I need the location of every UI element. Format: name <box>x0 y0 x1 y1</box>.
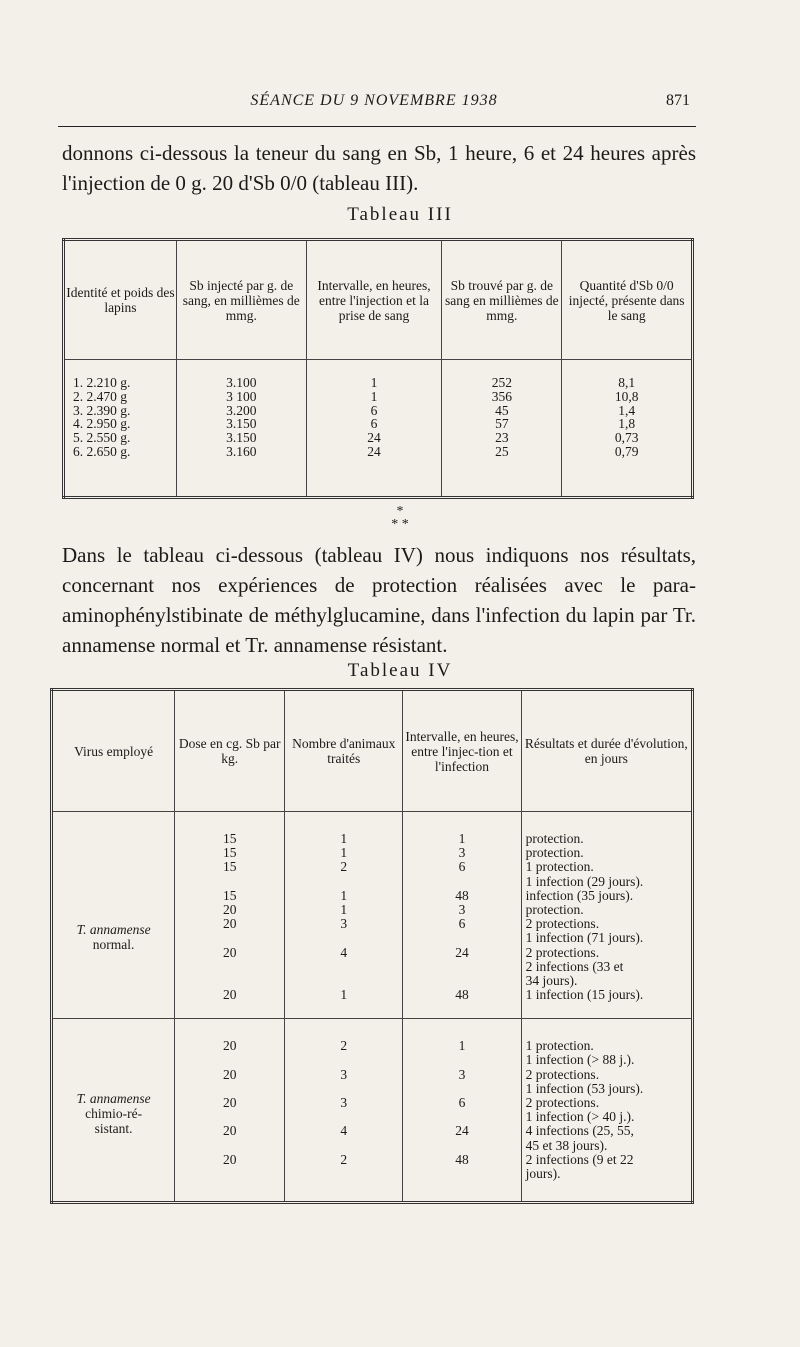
table3-cell: 6 <box>370 416 378 432</box>
result-cell: 1 protection. <box>525 859 594 875</box>
table3-cell: 8,1 <box>618 375 636 390</box>
result-cell: 2 protections. <box>525 944 600 960</box>
interval-cell: 3 <box>458 901 466 917</box>
interval-cell: 3 <box>458 845 466 861</box>
number-cell <box>285 931 402 945</box>
table4-g2-dose-col <box>175 1019 285 1203</box>
interval-cell: 3 <box>458 1066 466 1082</box>
interval-cell <box>403 1110 520 1124</box>
table4-virus-resistant <box>52 1019 175 1203</box>
number-cell <box>285 1082 402 1096</box>
second-paragraph: Dans le tableau ci-dessous (tableau IV) nous indiquons nos résultats, concernant nos expériences de protection réalisées avec le para-aminophénylstibinate de méthylglucamine, dans l'infection du lapin par Tr. annamense normal et Tr. annamense résistant. <box>62 543 696 657</box>
table4-header-results: Résultats et durée d'évolution, en jours <box>521 690 692 812</box>
table4-g1-number-col <box>285 812 403 1019</box>
dose-cell: 20 <box>222 1095 237 1110</box>
virus-strain: sistant. <box>94 1121 133 1137</box>
table3-col-quantity <box>562 360 693 498</box>
number-cell <box>285 875 402 889</box>
interval-cell <box>403 1053 520 1067</box>
header-rule <box>58 126 696 127</box>
number-cell: 1 <box>340 845 348 861</box>
dose-cell <box>175 875 284 889</box>
result-cell: 45 et 38 jours). <box>525 1137 608 1153</box>
table3-header-row <box>64 240 693 360</box>
table3-col-sb-found <box>442 360 562 498</box>
interval-cell: 24 <box>455 1123 469 1139</box>
dose-cell <box>175 931 284 945</box>
dose-cell: 15 <box>222 859 237 875</box>
dose-cell <box>175 1139 284 1153</box>
table3-cell: 24 <box>367 430 381 446</box>
virus-name: T. annamense <box>76 922 151 937</box>
result-cell: infection (35 jours). <box>525 887 634 903</box>
table3-cell: 3.150 <box>226 430 257 446</box>
result-cell: 2 infections (33 et <box>525 958 624 974</box>
interval-cell: 6 <box>458 916 466 932</box>
table3-cell: 3.200 <box>226 402 257 418</box>
table3-cell: 1 <box>370 388 378 404</box>
table4-header-number: Nombre d'animaux traités <box>285 690 403 812</box>
number-cell: 3 <box>340 1095 348 1110</box>
dose-cell: 15 <box>222 887 237 903</box>
number-cell <box>285 1110 402 1124</box>
table4-g2-number-col <box>285 1019 403 1203</box>
result-cell: 4 infections (25, 55, <box>525 1123 634 1139</box>
dose-cell: 20 <box>222 916 237 932</box>
interval-cell <box>403 1139 520 1153</box>
dose-cell <box>175 974 284 988</box>
virus-name: T. annamense <box>76 1091 151 1107</box>
dose-cell: 15 <box>222 831 237 846</box>
interval-cell <box>403 974 520 988</box>
table3-cell: 10,8 <box>614 388 639 404</box>
table3-cell: 1,4 <box>618 402 636 418</box>
table3-cell: 24 <box>367 443 381 459</box>
result-cell: jours). <box>525 1165 561 1181</box>
table3-header-identity: Identité et poids des lapins <box>64 240 177 360</box>
table3-cell: 1 <box>370 375 378 390</box>
interval-cell <box>403 875 520 889</box>
interval-cell: 6 <box>458 1095 466 1110</box>
number-cell: 4 <box>340 1123 348 1139</box>
interval-cell <box>403 1167 520 1181</box>
table3-header-interval: Intervalle, en heures, entre l'injection et la prise de sang <box>306 240 442 360</box>
table3-header-sb-injected: Sb injecté par g. de sang, en millièmes de mmg. <box>176 240 306 360</box>
result-cell: 1 infection (> 88 j.). <box>525 1052 635 1068</box>
table3-col-sb-injected <box>176 360 306 498</box>
result-cell: protection. <box>525 901 584 917</box>
table4-group-normal <box>52 812 693 1019</box>
number-cell: 4 <box>340 944 348 960</box>
interval-cell: 1 <box>458 1038 466 1054</box>
table3-cell: 23 <box>495 430 509 446</box>
table3-cell: 0,73 <box>614 430 639 446</box>
result-cell: 2 infections (9 et 22 <box>525 1151 634 1167</box>
result-cell: 1 protection. <box>525 1038 594 1054</box>
number-cell: 3 <box>340 916 348 932</box>
dose-cell <box>175 960 284 974</box>
dose-cell <box>175 1110 284 1124</box>
table3-cell: 1. 2.210 g. <box>73 375 131 390</box>
interval-cell: 48 <box>455 987 469 1003</box>
table4-g1-dose-col <box>175 812 285 1019</box>
dose-cell <box>175 1167 284 1181</box>
table3-cell: 6 <box>370 402 378 418</box>
table3-title: Tableau III <box>347 204 453 225</box>
table3-header-quantity: Quantité d'Sb 0/0 injecté, présente dans le sang <box>562 240 693 360</box>
running-title: SÉANCE DU 9 NOVEMBRE 1938 <box>250 92 498 109</box>
dose-cell: 20 <box>222 1151 237 1167</box>
table3-cell: 5. 2.550 g. <box>73 430 131 446</box>
result-cell: 2 protections. <box>525 916 600 932</box>
table3 <box>62 238 694 499</box>
number-cell: 1 <box>340 901 348 917</box>
result-cell: 1 infection (> 40 j.). <box>525 1109 635 1125</box>
dose-cell: 20 <box>222 1038 237 1054</box>
number-cell: 2 <box>340 1151 348 1167</box>
dose-cell: 20 <box>222 944 237 960</box>
dose-cell <box>175 1053 284 1067</box>
table4-header-interval: Intervalle, en heures, entre l'injec-tion et l'infection <box>403 690 521 812</box>
dose-cell: 20 <box>222 901 237 917</box>
table3-cell: 4. 2.950 g. <box>73 416 131 432</box>
separator-stars-bottom: * * <box>391 517 409 532</box>
separator-star-top: * <box>396 504 404 519</box>
interval-cell <box>403 1082 520 1096</box>
interval-cell <box>403 931 520 945</box>
table4-header-dose: Dose en cg. Sb par kg. <box>175 690 285 812</box>
number-cell <box>285 1053 402 1067</box>
virus-strain: chimio-ré- <box>85 1106 143 1122</box>
running-header <box>60 88 688 118</box>
table3-cell: 3.160 <box>226 443 257 459</box>
table3-col-interval <box>306 360 442 498</box>
table4-g1-interval-col <box>403 812 521 1019</box>
table3-cell: 1,8 <box>618 416 636 432</box>
page-number: 871 <box>666 92 690 109</box>
interval-cell <box>403 960 520 974</box>
table3-col-identity <box>64 360 177 498</box>
result-cell: protection. <box>525 845 584 861</box>
number-cell: 2 <box>340 1038 348 1054</box>
interval-cell: 48 <box>455 1151 469 1167</box>
table3-cell: 3.100 <box>226 375 257 390</box>
result-cell: 1 infection (71 jours). <box>525 930 644 946</box>
number-cell: 1 <box>340 831 348 846</box>
table3-cell: 3. 2.390 g. <box>73 402 131 418</box>
number-cell: 1 <box>340 987 348 1003</box>
table3-cell: 2. 2.470 g <box>73 388 127 404</box>
table3-cell: 0,79 <box>614 443 639 459</box>
number-cell <box>285 1167 402 1181</box>
number-cell: 3 <box>340 1066 348 1082</box>
result-cell: 34 jours). <box>525 972 578 988</box>
table3-body <box>64 360 693 498</box>
table4-title: Tableau IV <box>347 660 453 681</box>
number-cell <box>285 960 402 974</box>
table3-cell: 57 <box>495 416 509 432</box>
interval-cell: 6 <box>458 859 466 875</box>
table4-g2-interval-col <box>403 1019 521 1203</box>
table3-header-sb-found: Sb trouvé par g. de sang en millièmes de mmg. <box>442 240 562 360</box>
result-cell: 1 infection (53 jours). <box>525 1080 644 1096</box>
number-cell: 2 <box>340 859 348 875</box>
interval-cell: 1 <box>458 831 466 846</box>
result-cell: 2 protections. <box>525 1095 600 1110</box>
result-cell: 1 infection (15 jours). <box>525 987 644 1003</box>
table3-cell: 3 100 <box>226 388 257 404</box>
table4-g2-results-col <box>521 1019 692 1203</box>
dose-cell: 20 <box>222 1123 237 1139</box>
result-cell: 1 infection (29 jours). <box>525 873 644 889</box>
interval-cell: 48 <box>455 887 469 903</box>
table4-header-row <box>52 690 693 812</box>
table3-cell: 25 <box>495 443 509 459</box>
table3-cell: 356 <box>491 388 512 404</box>
table4-virus-normal <box>52 812 175 1019</box>
dose-cell: 15 <box>222 845 237 861</box>
dose-cell: 20 <box>222 1066 237 1082</box>
number-cell: 1 <box>340 887 348 903</box>
dose-cell <box>175 1082 284 1096</box>
table3-cell: 6. 2.650 g. <box>73 443 131 459</box>
table3-cell: 45 <box>495 402 509 418</box>
number-cell <box>285 974 402 988</box>
table4-group-resistant <box>52 1019 693 1203</box>
table4 <box>50 688 694 1204</box>
dose-cell: 20 <box>222 987 237 1003</box>
table4-g1-results-col <box>521 812 692 1019</box>
table3-cell: 252 <box>491 375 512 390</box>
interval-cell: 24 <box>455 944 469 960</box>
intro-paragraph: donnons ci-dessous la teneur du sang en Sb, 1 heure, 6 et 24 heures après l'injection de 0 g. 20 d'Sb 0/0 (tableau III). <box>62 141 696 195</box>
table3-cell: 3.150 <box>226 416 257 432</box>
table4-header-virus: Virus employé <box>52 690 175 812</box>
virus-strain: normal. <box>92 937 135 952</box>
result-cell: 2 protections. <box>525 1066 600 1082</box>
result-cell: protection. <box>525 831 584 846</box>
number-cell <box>285 1139 402 1153</box>
